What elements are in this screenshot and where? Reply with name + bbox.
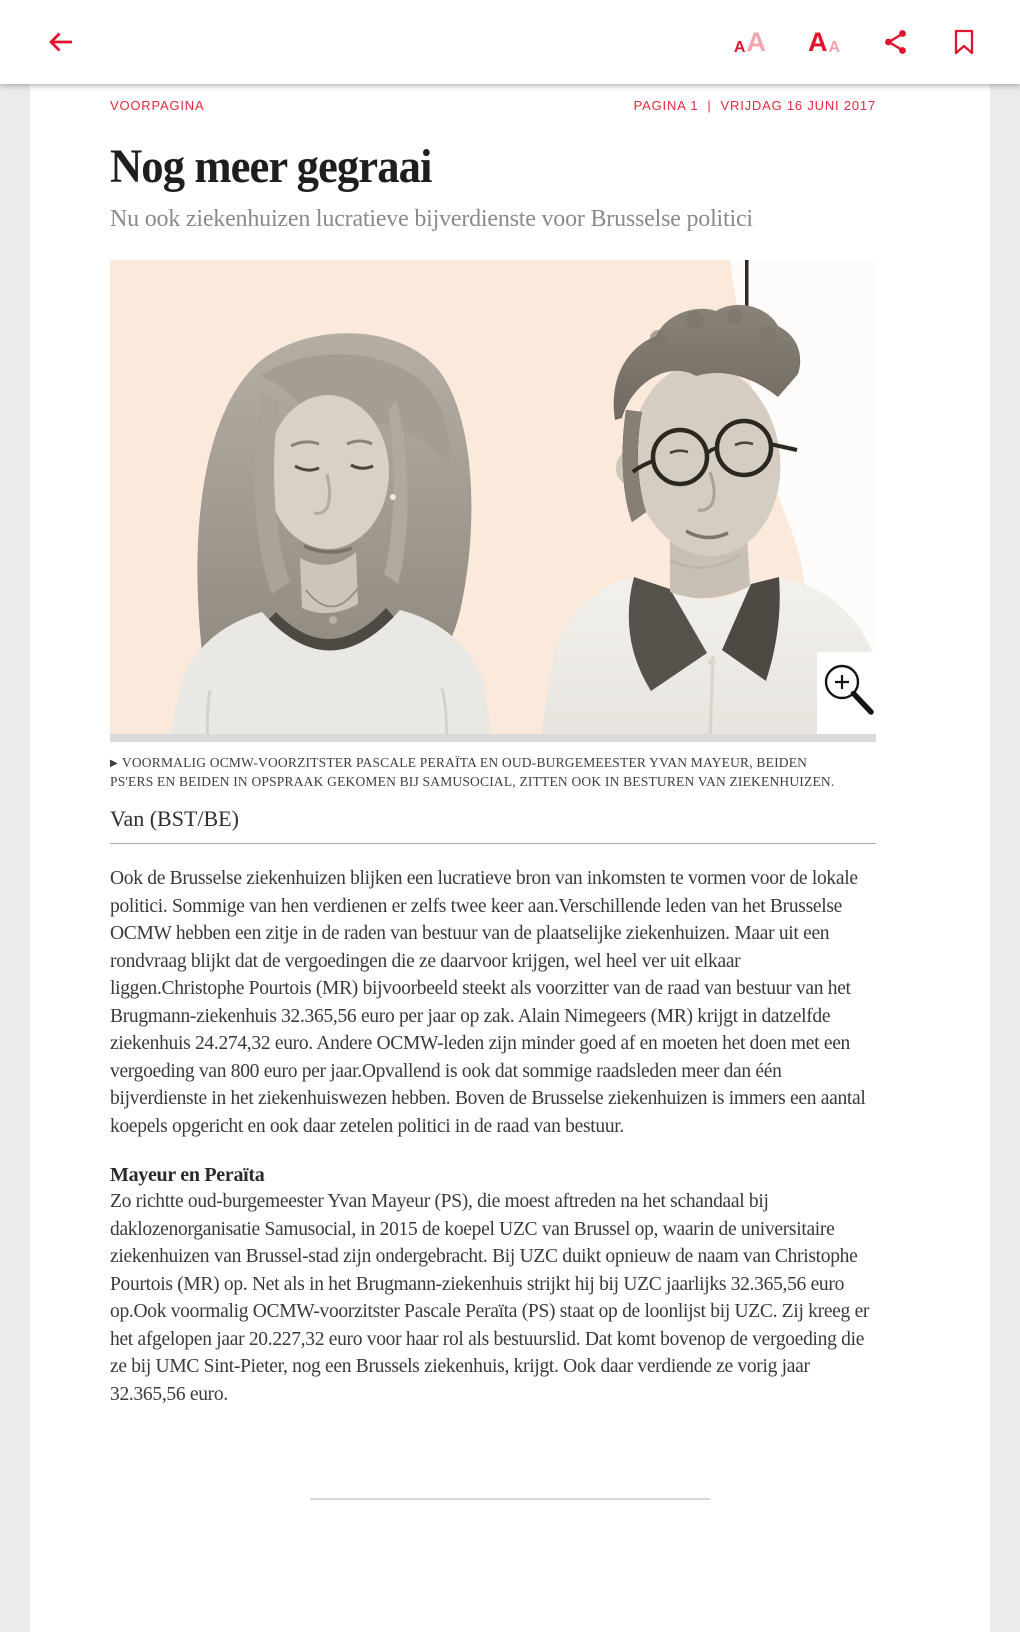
photo-illustration bbox=[110, 260, 876, 742]
body-paragraph-1: Ook de Brusselse ziekenhuizen blijken een lucratieve bron van inkomsten te vormen voor de lokale politici. Sommige van hen verdienen er zelfs twee keer aan.Verschillende leden van het Brusselse OCMW hebben een zitje in de raden van bestuur van de plaatselijke ziekenhuizen. Maar uit een rondvraag blijkt dat de vergoedingen die ze daarvoor krijgen, wel heel ver uit elkaar liggen.Christophe Pourtois (MR) bijvoorbeeld steekt als voorzitter van de raad van bestuur van het Brugmann-ziekenhuis 32.365,56 euro per jaar op zak. Alain Nimegeers (MR) krijgt in datzelfde ziekenhuis 24.274,32 euro. Andere OCMW-leden zijn minder goed af en moeten het doen met een vergoeding van 800 euro per jaar.Opvallend is ook dat sommige raadsleden meer dan één bijverdienste in het ziekenhuiswezen hebben. Boven de Brusselse ziekenhuizen is immers een aantal koepels opgericht en ook daar zetelen politici in de raad van bestuur. bbox=[110, 868, 866, 1137]
photo-caption bbox=[110, 754, 850, 790]
body-paragraph-2: Zo richtte oud-burgemeester Yvan Mayeur (PS), die moest aftreden na het schandaal bij daklozenorganisatie Samusocial, in 2015 de koepel UZC van Brussel op, waarin de universitaire ziekenhuizen van Brussel-stad zijn ondergebracht. Bij UZC duikt opnieuw de naam van Christophe Pourtois (MR) op. Net als in het Brugmann-ziekenhuis strijkt hij bij UZC jaarlijks 32.365,56 euro op.Ook voormalig OCMW-voorzitster Pascale Peraïta (PS) staat op de loonlijst bij UZC. Zij kreeg er het afgelopen jaar 20.227,32 euro voor haar rol als bestuurslid. Dat komt bovenop de vergoeding die ze bij UMC Sint-Pieter, nog een Brussels ziekenhuis, krijgt. Ook daar verdiende ze vorig jaar 32.365,56 euro. bbox=[110, 1191, 870, 1405]
back-button[interactable] bbox=[40, 23, 80, 61]
caption-marker-icon: ▶ bbox=[110, 758, 118, 769]
page-date-label bbox=[634, 98, 876, 113]
article-page bbox=[30, 84, 990, 1632]
bookmark-button[interactable] bbox=[948, 24, 980, 60]
page-number: PAGINA 1 bbox=[633, 98, 699, 113]
decrease-font-button[interactable]: A A bbox=[730, 25, 770, 60]
font-larger-icon: A bbox=[807, 26, 828, 57]
section-label[interactable]: VOORPAGINA bbox=[110, 98, 205, 113]
article-subtitle: Nu ook ziekenhuizen lucratieve bijverdienste voor Brusselse politici bbox=[110, 206, 753, 232]
meta-separator: | bbox=[707, 98, 712, 113]
article-photo[interactable] bbox=[110, 260, 876, 742]
body-subheading: Mayeur en Peraïta bbox=[110, 1164, 265, 1186]
top-toolbar bbox=[0, 0, 1020, 84]
share-icon bbox=[882, 28, 910, 56]
byline-rule bbox=[110, 843, 876, 844]
next-article-divider bbox=[310, 1498, 710, 1500]
article-meta-row bbox=[110, 84, 876, 113]
photo-zoom-button[interactable] bbox=[817, 652, 876, 734]
article-body bbox=[110, 865, 876, 1408]
share-button[interactable] bbox=[878, 24, 914, 60]
back-arrow-icon bbox=[44, 27, 76, 57]
article-title: Nog meer gegraai bbox=[110, 140, 432, 193]
byline: Van (BST/BE) bbox=[110, 806, 239, 831]
issue-date: VRIJDAG 16 JUNI 2017 bbox=[720, 98, 876, 113]
increase-font-button[interactable]: A A bbox=[804, 25, 844, 60]
bookmark-icon bbox=[952, 28, 976, 56]
font-smaller-icon: A bbox=[733, 38, 746, 56]
caption-text: VOORMALIG OCMW-VOORZITSTER PASCALE PERAÏTA EN OUD-BURGEMEESTER YVAN MAYEUR, BEIDEN PS'ERS EN BEIDEN IN OPSPRAAK GEKOMEN BIJ SAMUSOCIAL, ZITTEN OOK IN BESTUREN VAN ZIEKENHUIZEN. bbox=[110, 755, 835, 789]
magnifier-plus-icon bbox=[819, 662, 875, 728]
